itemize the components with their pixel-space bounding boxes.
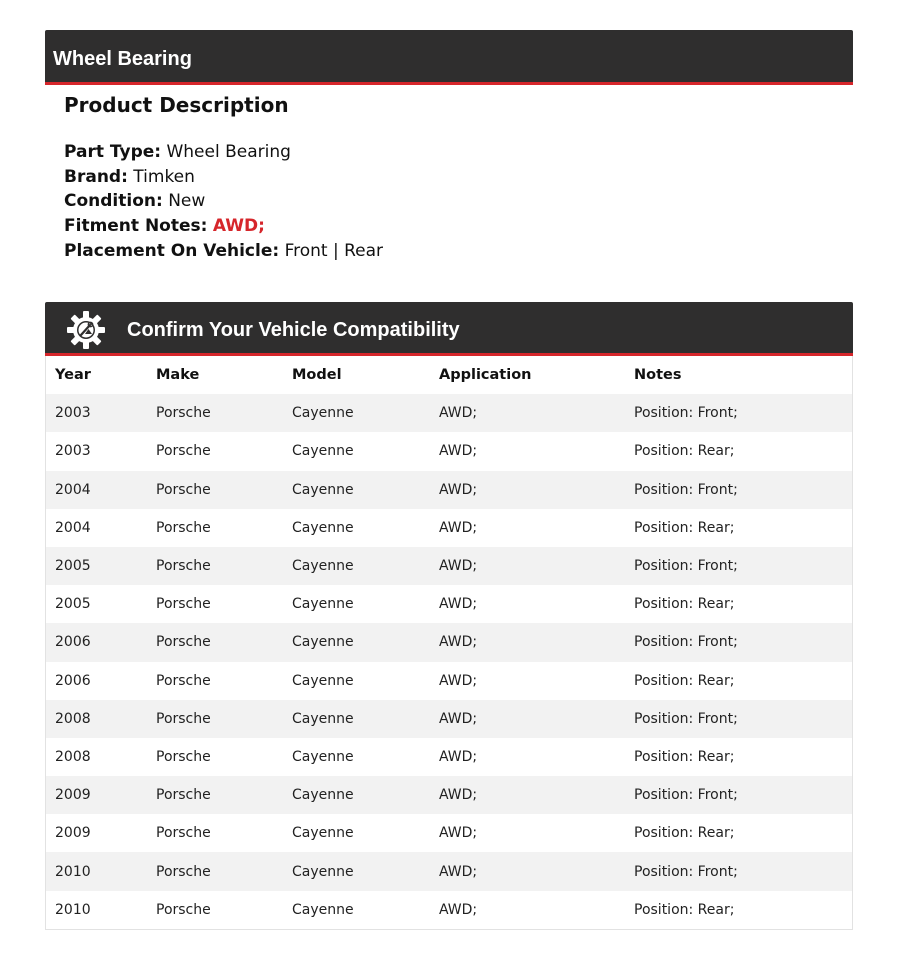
- cell-application: AWD;: [439, 672, 478, 689]
- table-row: [46, 623, 852, 661]
- description-field: [64, 189, 383, 214]
- table-row: [46, 432, 852, 470]
- field-value: AWD;: [212, 216, 265, 237]
- cell-notes: Position: Rear;: [634, 672, 735, 689]
- cell-notes: Position: Rear;: [634, 519, 735, 536]
- table-row: [46, 852, 852, 890]
- description-fields: [64, 140, 383, 264]
- cell-model: Cayenne: [283, 547, 430, 585]
- cell-application: AWD;: [439, 443, 478, 460]
- cell-year: 2005: [55, 596, 91, 613]
- table-row: [46, 509, 852, 547]
- cell-year: 2009: [46, 776, 147, 814]
- cell-notes: Position: Front;: [625, 547, 852, 585]
- field-label: Part Type:: [64, 142, 162, 162]
- column-header-notes: Notes: [625, 356, 852, 394]
- compatibility-title: Confirm Your Vehicle Compatibility: [127, 319, 460, 341]
- cell-year: 2006: [55, 672, 91, 689]
- cell-make: Porsche: [156, 901, 211, 918]
- cell-model: Cayenne: [283, 471, 430, 509]
- cell-notes: Position: Rear;: [634, 748, 735, 765]
- cell-make: Porsche: [156, 519, 211, 536]
- cell-application: AWD;: [430, 394, 625, 432]
- cell-make: Porsche: [147, 547, 283, 585]
- cell-year: 2004: [55, 519, 91, 536]
- cell-notes: Position: Front;: [625, 852, 852, 890]
- cell-make: Porsche: [147, 852, 283, 890]
- cell-year: 2010: [46, 852, 147, 890]
- table-row: [46, 700, 852, 738]
- table-row: [46, 814, 852, 852]
- cell-application: AWD;: [439, 748, 478, 765]
- description-field: [64, 165, 383, 190]
- cell-year: 2003: [55, 443, 91, 460]
- product-description: [64, 90, 383, 264]
- cell-model: Cayenne: [283, 394, 430, 432]
- field-label: Fitment Notes:: [64, 216, 208, 237]
- cell-notes: Position: Rear;: [634, 443, 735, 460]
- product-title-bar: [45, 30, 853, 85]
- cell-year: 2003: [46, 394, 147, 432]
- column-header-application: Application: [430, 356, 625, 394]
- cell-notes: Position: Rear;: [634, 901, 735, 918]
- description-field: [64, 214, 383, 239]
- field-label: Placement On Vehicle:: [64, 240, 280, 261]
- field-value: Front | Rear: [284, 240, 384, 261]
- field-value: Timken: [133, 166, 195, 187]
- cell-make: Porsche: [156, 825, 211, 842]
- cell-model: Cayenne: [292, 596, 354, 613]
- cell-year: 2008: [55, 748, 91, 765]
- column-header-year: Year: [46, 356, 147, 394]
- compatibility-table: [46, 356, 852, 929]
- cell-model: Cayenne: [292, 519, 354, 536]
- product-title: Wheel Bearing: [53, 48, 192, 70]
- cell-year: 2008: [46, 700, 147, 738]
- column-header-model: Model: [283, 356, 430, 394]
- cell-notes: Position: Front;: [625, 471, 852, 509]
- cell-make: Porsche: [147, 623, 283, 661]
- cell-application: AWD;: [430, 776, 625, 814]
- compatibility-table-container: [45, 356, 853, 930]
- cell-make: Porsche: [156, 443, 211, 460]
- cell-application: AWD;: [430, 547, 625, 585]
- cell-make: Porsche: [147, 700, 283, 738]
- cell-application: AWD;: [439, 825, 478, 842]
- cell-notes: Position: Rear;: [634, 825, 735, 842]
- cell-model: Cayenne: [292, 443, 354, 460]
- cell-make: Porsche: [156, 596, 211, 613]
- cell-model: Cayenne: [292, 825, 354, 842]
- cell-year: 2010: [55, 901, 91, 918]
- cell-make: Porsche: [156, 748, 211, 765]
- cell-application: AWD;: [439, 519, 478, 536]
- cell-notes: Position: Front;: [625, 776, 852, 814]
- table-row: [46, 891, 852, 929]
- cell-year: 2006: [46, 623, 147, 661]
- cell-application: AWD;: [430, 700, 625, 738]
- field-value: New: [168, 191, 206, 212]
- cell-notes: Position: Front;: [625, 700, 852, 738]
- cell-year: 2009: [55, 825, 91, 842]
- cell-notes: Position: Rear;: [634, 596, 735, 613]
- cell-model: Cayenne: [292, 748, 354, 765]
- table-row: [46, 585, 852, 623]
- table-row: [46, 738, 852, 776]
- cell-make: Porsche: [147, 471, 283, 509]
- cell-year: 2005: [46, 547, 147, 585]
- cell-notes: Position: Front;: [625, 623, 852, 661]
- field-label: Brand:: [64, 166, 128, 187]
- cell-model: Cayenne: [283, 776, 430, 814]
- cell-application: AWD;: [430, 471, 625, 509]
- table-row: [46, 547, 852, 585]
- cell-model: Cayenne: [283, 623, 430, 661]
- field-label: Condition:: [64, 191, 163, 212]
- table-row: [46, 471, 852, 509]
- table-row: [46, 662, 852, 700]
- cell-make: Porsche: [147, 394, 283, 432]
- cell-application: AWD;: [439, 596, 478, 613]
- field-value: Wheel Bearing: [166, 142, 291, 162]
- description-heading: Product Description: [64, 93, 289, 117]
- cell-model: Cayenne: [292, 901, 354, 918]
- column-header-make: Make: [147, 356, 283, 394]
- cell-model: Cayenne: [292, 672, 354, 689]
- table-row: [46, 394, 852, 432]
- table-header-row: [46, 356, 852, 394]
- table-row: [46, 776, 852, 814]
- cell-application: AWD;: [439, 901, 478, 918]
- cell-make: Porsche: [156, 672, 211, 689]
- cell-model: Cayenne: [283, 700, 430, 738]
- cell-year: 2004: [46, 471, 147, 509]
- cell-application: AWD;: [430, 623, 625, 661]
- cell-make: Porsche: [147, 776, 283, 814]
- description-field: [64, 140, 383, 165]
- cell-notes: Position: Front;: [625, 394, 852, 432]
- cell-application: AWD;: [430, 852, 625, 890]
- description-field: [64, 239, 383, 264]
- gear-wrench-icon: [66, 310, 106, 350]
- compatibility-header-bar: [45, 302, 853, 356]
- cell-model: Cayenne: [283, 852, 430, 890]
